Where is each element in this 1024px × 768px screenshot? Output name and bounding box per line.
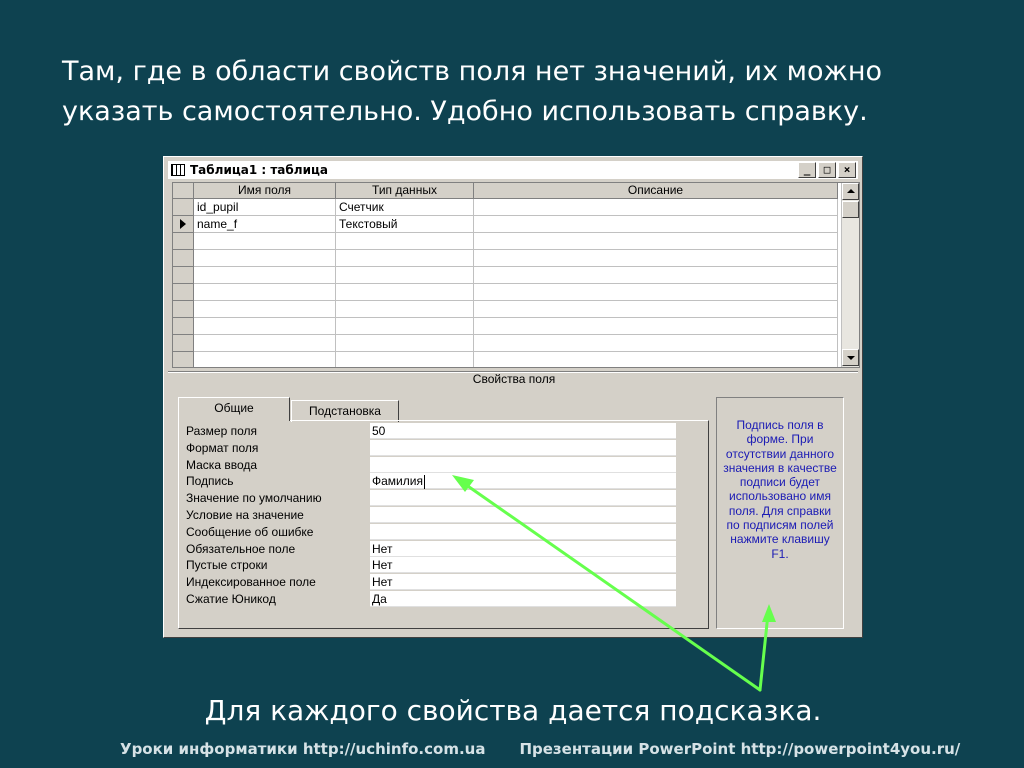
row-selector[interactable] xyxy=(173,250,194,267)
cell-data-type[interactable] xyxy=(336,301,474,318)
property-label: Сжатие Юникод xyxy=(186,592,276,606)
property-value-field[interactable] xyxy=(370,524,676,540)
table-row[interactable] xyxy=(173,318,838,335)
cell-data-type[interactable] xyxy=(336,284,474,301)
tab-lookup[interactable]: Подстановка xyxy=(291,400,399,422)
cell-field-name[interactable] xyxy=(194,267,336,284)
property-value-field[interactable] xyxy=(370,541,676,557)
cell-description[interactable] xyxy=(474,233,838,250)
property-value-field[interactable] xyxy=(370,557,676,573)
cell-data-type[interactable] xyxy=(336,233,474,250)
property-value: Нет xyxy=(372,575,393,590)
property-value: Нет xyxy=(372,558,393,573)
cell-description[interactable] xyxy=(474,267,838,284)
property-row xyxy=(186,490,676,507)
property-value: Фамилия xyxy=(372,474,423,489)
field-grid xyxy=(172,182,860,368)
tab-general[interactable]: Общие xyxy=(178,397,290,421)
column-header-field-name[interactable]: Имя поля xyxy=(194,183,336,199)
cell-description[interactable] xyxy=(474,301,838,318)
table-row[interactable] xyxy=(173,284,838,301)
property-label: Размер поля xyxy=(186,424,257,438)
property-row xyxy=(186,423,676,440)
row-selector[interactable] xyxy=(173,318,194,335)
cell-data-type[interactable] xyxy=(336,318,474,335)
row-selector[interactable] xyxy=(173,199,194,216)
scroll-down-button[interactable] xyxy=(842,349,859,366)
table-row[interactable] xyxy=(173,352,838,368)
property-label: Сообщение об ошибке xyxy=(186,524,314,539)
property-row xyxy=(186,574,676,591)
footer-right-link[interactable]: Презентации PowerPoint http://powerpoint4you.ru/ xyxy=(519,740,961,758)
property-label: Значение по умолчанию xyxy=(186,491,322,506)
property-value: Нет xyxy=(372,541,393,556)
cell-data-type[interactable] xyxy=(336,267,474,284)
row-selector[interactable] xyxy=(173,216,194,233)
property-row xyxy=(186,524,676,541)
footer-left-link[interactable]: Уроки информатики http://uchinfo.com.ua xyxy=(120,740,486,758)
field-properties-label: Свойства поля xyxy=(472,372,556,386)
row-selector[interactable] xyxy=(173,233,194,250)
property-label: Формат поля xyxy=(186,440,259,455)
cell-field-name[interactable] xyxy=(194,284,336,301)
cell-field-name[interactable] xyxy=(194,318,336,335)
table-row[interactable] xyxy=(173,335,838,352)
cell-description[interactable] xyxy=(474,335,838,352)
cell-field-name[interactable] xyxy=(194,233,336,250)
cell-description[interactable] xyxy=(474,216,838,233)
grid-scrollbar[interactable] xyxy=(841,183,859,367)
cell-data-type[interactable]: Счетчик xyxy=(336,199,474,216)
table-icon xyxy=(171,164,185,176)
table-row[interactable] xyxy=(173,216,838,233)
property-value-field[interactable] xyxy=(370,574,676,590)
grid-header xyxy=(173,183,838,199)
property-value-field[interactable] xyxy=(370,507,676,523)
table-row[interactable] xyxy=(173,267,838,284)
property-row xyxy=(186,591,676,608)
cell-description[interactable] xyxy=(474,250,838,267)
column-header-data-type[interactable]: Тип данных xyxy=(336,183,474,199)
row-selector[interactable] xyxy=(173,352,194,368)
property-value-field[interactable] xyxy=(370,490,676,506)
property-label: Условие на значение xyxy=(186,508,304,522)
cell-field-name[interactable]: name_f xyxy=(194,216,336,233)
window-titlebar[interactable] xyxy=(168,161,858,179)
cell-field-name[interactable] xyxy=(194,352,336,368)
row-selector[interactable] xyxy=(173,301,194,318)
header-corner[interactable] xyxy=(173,183,194,199)
property-label: Маска ввода xyxy=(186,457,258,472)
row-selector[interactable] xyxy=(173,335,194,352)
heading-line-1: Там, где в области свойств поля нет значений, их можно xyxy=(62,56,883,87)
scroll-up-button[interactable] xyxy=(842,183,859,200)
table-row[interactable] xyxy=(173,199,838,216)
property-value: 50 xyxy=(372,424,386,438)
property-value-field[interactable] xyxy=(370,457,676,473)
cell-field-name[interactable] xyxy=(194,335,336,352)
slide-caption: Для каждого свойства дается подсказка. xyxy=(204,694,822,727)
cell-description[interactable] xyxy=(474,352,838,368)
property-value-field[interactable] xyxy=(370,473,676,489)
cell-data-type[interactable] xyxy=(336,250,474,267)
property-label: Индексированное поле xyxy=(186,575,316,590)
arrow-up-icon xyxy=(847,189,855,193)
cell-field-name[interactable] xyxy=(194,250,336,267)
property-row xyxy=(186,507,676,524)
property-help-box: Подпись поля в форме. При отсутствии данного значения в качестве подписи будет использовано имя поля. Для справки по подписям полей нажмите клавишу F1. xyxy=(716,397,844,629)
cell-field-name[interactable] xyxy=(194,301,336,318)
column-header-description[interactable]: Описание xyxy=(474,183,838,199)
maximize-button[interactable]: □ xyxy=(818,162,836,178)
heading-line-2: указать самостоятельно. Удобно использовать справку. xyxy=(62,96,868,127)
cell-description[interactable] xyxy=(474,199,838,216)
property-label: Обязательное поле xyxy=(186,541,296,556)
property-row xyxy=(186,440,676,457)
slide-heading xyxy=(62,52,1002,132)
property-row xyxy=(186,457,676,474)
window-controls xyxy=(798,162,856,178)
text-cursor xyxy=(424,475,425,489)
slide-footer xyxy=(120,740,970,758)
arrow-down-icon xyxy=(847,356,855,360)
cell-data-type[interactable]: Текстовый xyxy=(336,216,474,233)
cell-data-type[interactable] xyxy=(336,335,474,352)
close-button[interactable]: × xyxy=(838,162,856,178)
cell-description[interactable] xyxy=(474,318,838,335)
minimize-button[interactable]: _ xyxy=(798,162,816,178)
cell-data-type[interactable] xyxy=(336,352,474,368)
table-row[interactable] xyxy=(173,250,838,267)
property-row xyxy=(186,473,676,490)
property-label: Пустые строки xyxy=(186,558,268,573)
row-selector[interactable] xyxy=(173,284,194,301)
property-value-field[interactable] xyxy=(370,440,676,456)
property-value-field[interactable] xyxy=(370,423,676,439)
property-value-field[interactable] xyxy=(370,591,676,607)
scroll-thumb[interactable] xyxy=(842,201,859,218)
cell-description[interactable] xyxy=(474,284,838,301)
row-selector[interactable] xyxy=(173,267,194,284)
property-row xyxy=(186,541,676,558)
property-row xyxy=(186,557,676,574)
cell-field-name[interactable]: id_pupil xyxy=(194,199,336,216)
property-label: Подпись xyxy=(186,474,234,489)
current-row-icon xyxy=(180,219,186,229)
table-row[interactable] xyxy=(173,301,838,318)
table-design-window xyxy=(163,156,863,638)
table-row[interactable] xyxy=(173,233,838,250)
window-title: Таблица1 : таблица xyxy=(190,163,328,177)
property-value: Да xyxy=(372,592,387,606)
